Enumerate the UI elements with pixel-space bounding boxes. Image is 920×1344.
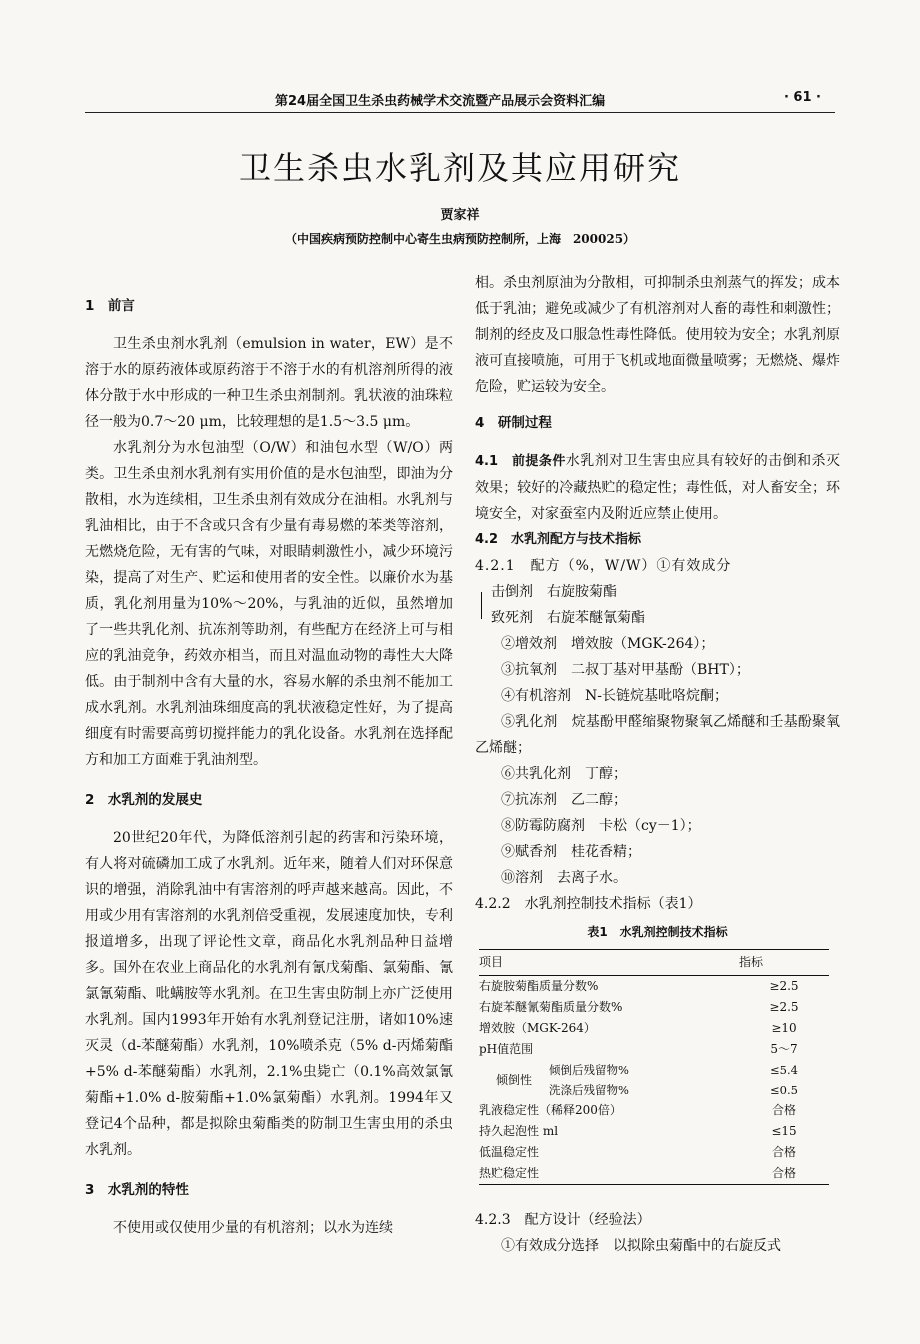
section-4-1-label: 4.1 前提条件 [475, 454, 566, 469]
formula-item: ⑨赋香剂 桂花香精； [501, 844, 641, 860]
section-3-heading: 3 水乳剂的特性 [85, 1182, 189, 1198]
article-title: 卫生杀虫水乳剂及其应用研究 [238, 149, 681, 187]
table-row [479, 1039, 829, 1060]
section-4-2-heading: 4.2 水乳剂配方与技术指标 [475, 532, 642, 547]
table-row [479, 976, 829, 998]
emulsifier-item: ⑤乳化剂 烷基酚甲醛缩聚物聚氧乙烯醚和壬基酚聚氧乙烯醚； [475, 714, 840, 756]
section-1-paragraph-2: 水乳剂分为水包油型（O/W）和油包水型（W/O）两类。卫生杀虫剂水乳剂有实用价值的是水包油型，即油为分散相，水为连续相，卫生杀虫剂有效成分在油相。水乳剂与乳油相比，由于不含或只含有少量有毒易燃的苯类等溶剂，无燃烧危险，无有害的气味，对眼睛刺激性小，减少环境污染，提高了对生产、贮运和使用者的安全性。以廉价水为基质，乳化剂用量为10%～20%，与乳油的近似，虽然增加了一些共乳化剂、抗冻剂等助剂，有些配方在经济上可与相应的乳油竞争，药效亦相当，而且对温血动物的毒性大大降低。由于制剂中含有大量的水，容易水解的杀虫剂不能加工成水乳剂。水乳剂油珠细度高的乳状液稳定性好，为了提高细度有时需要高剪切搅拌能力的乳化设备。水乳剂在选择配方和加工方面难于乳油剂型。 [85, 440, 453, 768]
section-3-continuation: 相。杀虫剂原油为分散相，可抑制杀虫剂蒸气的挥发；成本低于乳油；避免或减少了有机溶剂对人畜的毒性和刺激性；制剂的经皮及口服急性毒性降低。使用较为安全；水乳剂原液可直接喷施，可用于飞机或地面微量喷雾；无燃烧、爆炸危险，贮运较为安全。 [475, 275, 840, 395]
knockdown-agent: 击倒剂 右旋胺菊酯 [491, 584, 617, 600]
inverted-subitem: 洗涤后残留物% [549, 1083, 629, 1097]
section-4-2-2-heading: 4.2.2 水乳剂控制技术指标（表1） [475, 896, 702, 912]
table-header-value: 指标 [739, 950, 829, 976]
section-4-heading: 4 研制过程 [475, 415, 552, 431]
table-cell-value: 5～7 [770, 1042, 798, 1056]
table-cell-value [739, 1060, 829, 1100]
table-row [479, 1100, 829, 1121]
formula-item: ②增效剂 增效胺（MGK-264）； [501, 636, 715, 652]
active-ingredients-bracket [475, 579, 840, 631]
page-number: · 61 · [783, 90, 821, 105]
section-2-heading: 2 水乳剂的发展史 [85, 792, 203, 808]
inverted-subvalue: ≤5.4 [770, 1063, 798, 1077]
right-column [475, 270, 840, 1259]
table-header-row [479, 950, 829, 976]
table-row [479, 1018, 829, 1039]
table-header-item: 项目 [479, 950, 739, 976]
table-cell-value: ≤15 [771, 1124, 797, 1138]
table-cell-item: 热贮稳定性 [479, 1163, 739, 1185]
table-row [479, 1163, 829, 1185]
table-cell-value: ≥10 [771, 1021, 797, 1035]
table-cell-value: 合格 [771, 1103, 796, 1117]
section-1-paragraph-1: 卫生杀虫剂水乳剂（emulsion in water，EW）是不溶于水的原药液体或原药溶于不溶于水的有机溶剂所得的液体分散于水中形成的一种卫生杀虫剂制剂。乳状液的油珠粒径一般为0.7～20 μm，比较理想的是1.5～3.5 μm。 [85, 336, 453, 430]
table-row [479, 1121, 829, 1142]
table-cell-item: 右旋胺菊酯质量分数% [479, 979, 599, 993]
inverted-subitems [549, 1060, 629, 1100]
formula-item: ③抗氧剂 二叔丁基对甲基酚（BHT）； [501, 662, 750, 678]
inverted-label: 倾倒性 [495, 1072, 532, 1087]
journal-title: 第24届全国卫生杀虫药械学术交流暨产品展示会资料汇编 [275, 94, 606, 109]
table-cell-item [479, 1060, 739, 1100]
formula-item: ⑦抗冻剂 乙二醇； [501, 792, 627, 808]
table-caption: 表1 水乳剂控制技术指标 [587, 925, 728, 939]
section-1-heading: 1 前言 [85, 298, 135, 314]
table-cell-value: ≥2.5 [769, 979, 799, 993]
inverted-subitem: 倾倒后残留物% [549, 1063, 629, 1077]
left-column [85, 287, 453, 1241]
affiliation: （中国疾病预防控制中心寄生虫病预防控制所，上海 200025） [284, 232, 636, 246]
running-header [85, 86, 835, 113]
table-cell-item: 右旋苯醚氰菊酯质量分数% [479, 1000, 623, 1014]
table-cell-item: 持久起泡性 ml [479, 1124, 559, 1138]
section-4-2-3-text: ①有效成分选择 以拟除虫菊酯中的右旋反式 [501, 1238, 781, 1254]
table-cell-item: 乳液稳定性（稀释200倍） [479, 1103, 622, 1117]
formula-item: ⑩溶剂 去离子水。 [501, 870, 627, 886]
table-row [479, 997, 829, 1018]
section-4-1 [475, 448, 840, 527]
table-cell-item: 增效胺（MGK-264） [479, 1021, 596, 1035]
formula-item: ⑧防霉防腐剂 卡松（cy－1）； [501, 818, 701, 834]
table-row [479, 1060, 829, 1100]
table-row [479, 1142, 829, 1163]
lethal-agent: 致死剂 右旋苯醚氰菊酯 [491, 610, 645, 626]
section-3-paragraph-1: 不使用或仅使用少量的有机溶剂；以水为连续 [113, 1220, 393, 1236]
section-4-2-3-heading: 4.2.3 配方设计（经验法） [475, 1212, 651, 1228]
inverted-subvalue: ≤0.5 [770, 1083, 798, 1097]
table-cell-item: 低温稳定性 [479, 1145, 540, 1159]
section-4-2-1-heading: 4.2.1 配方（%，W/W）①有效成分 [475, 558, 732, 574]
author: 贾家祥 [440, 208, 480, 223]
formula-item: ⑥共乳化剂 丁醇； [501, 766, 627, 782]
section-2-paragraph-1: 20世纪20年代，为降低溶剂引起的药害和污染环境，有人将对硫磷加工成了水乳剂。近年来，随着人们对环保意识的增强，消除乳油中有害溶剂的呼声越来越高。因此，不用或少用有害溶剂的水乳剂倍受重视，发展速度加快，专利报道增多，出现了评论性文章，商品化水乳剂品种日益增多。国外在农业上商品化的水乳剂有氰戊菊酯、氯菊酯、氰氯氰菊酯、吡螨胺等水乳剂。在卫生害虫防制上亦广泛使用水乳剂。国内1993年开始有水乳剂登记注册，诸如10%速灭灵（d-苯醚菊酯）水乳剂，10%喷杀克（5% d-丙烯菊酯+5% d-苯醚菊酯）水乳剂，2.1%虫毙亡（0.1%高效氯氰菊酯+1.0% d-胺菊酯+1.0%氯菊酯）水乳剂。1994年又登记4个品种，都是拟除虫菊酯类的防制卫生害虫用的杀虫水乳剂。 [85, 830, 453, 1158]
table-cell-value: 合格 [739, 1163, 829, 1185]
table-cell-value: ≥2.5 [769, 1000, 799, 1014]
formula-item: ④有机溶剂 N-长链烷基吡咯烷酮； [501, 688, 728, 704]
spec-table [479, 949, 829, 1185]
table-cell-item: pH值范围 [479, 1042, 534, 1056]
table-cell-value: 合格 [771, 1145, 796, 1159]
section-4-1-text: 水乳剂对卫生害虫应具有较好的击倒和杀灭效果；较好的冷藏热贮的稳定性；毒性低，对人畜安全；环境安全，对家蚕室内及附近应禁止使用。 [475, 453, 841, 522]
